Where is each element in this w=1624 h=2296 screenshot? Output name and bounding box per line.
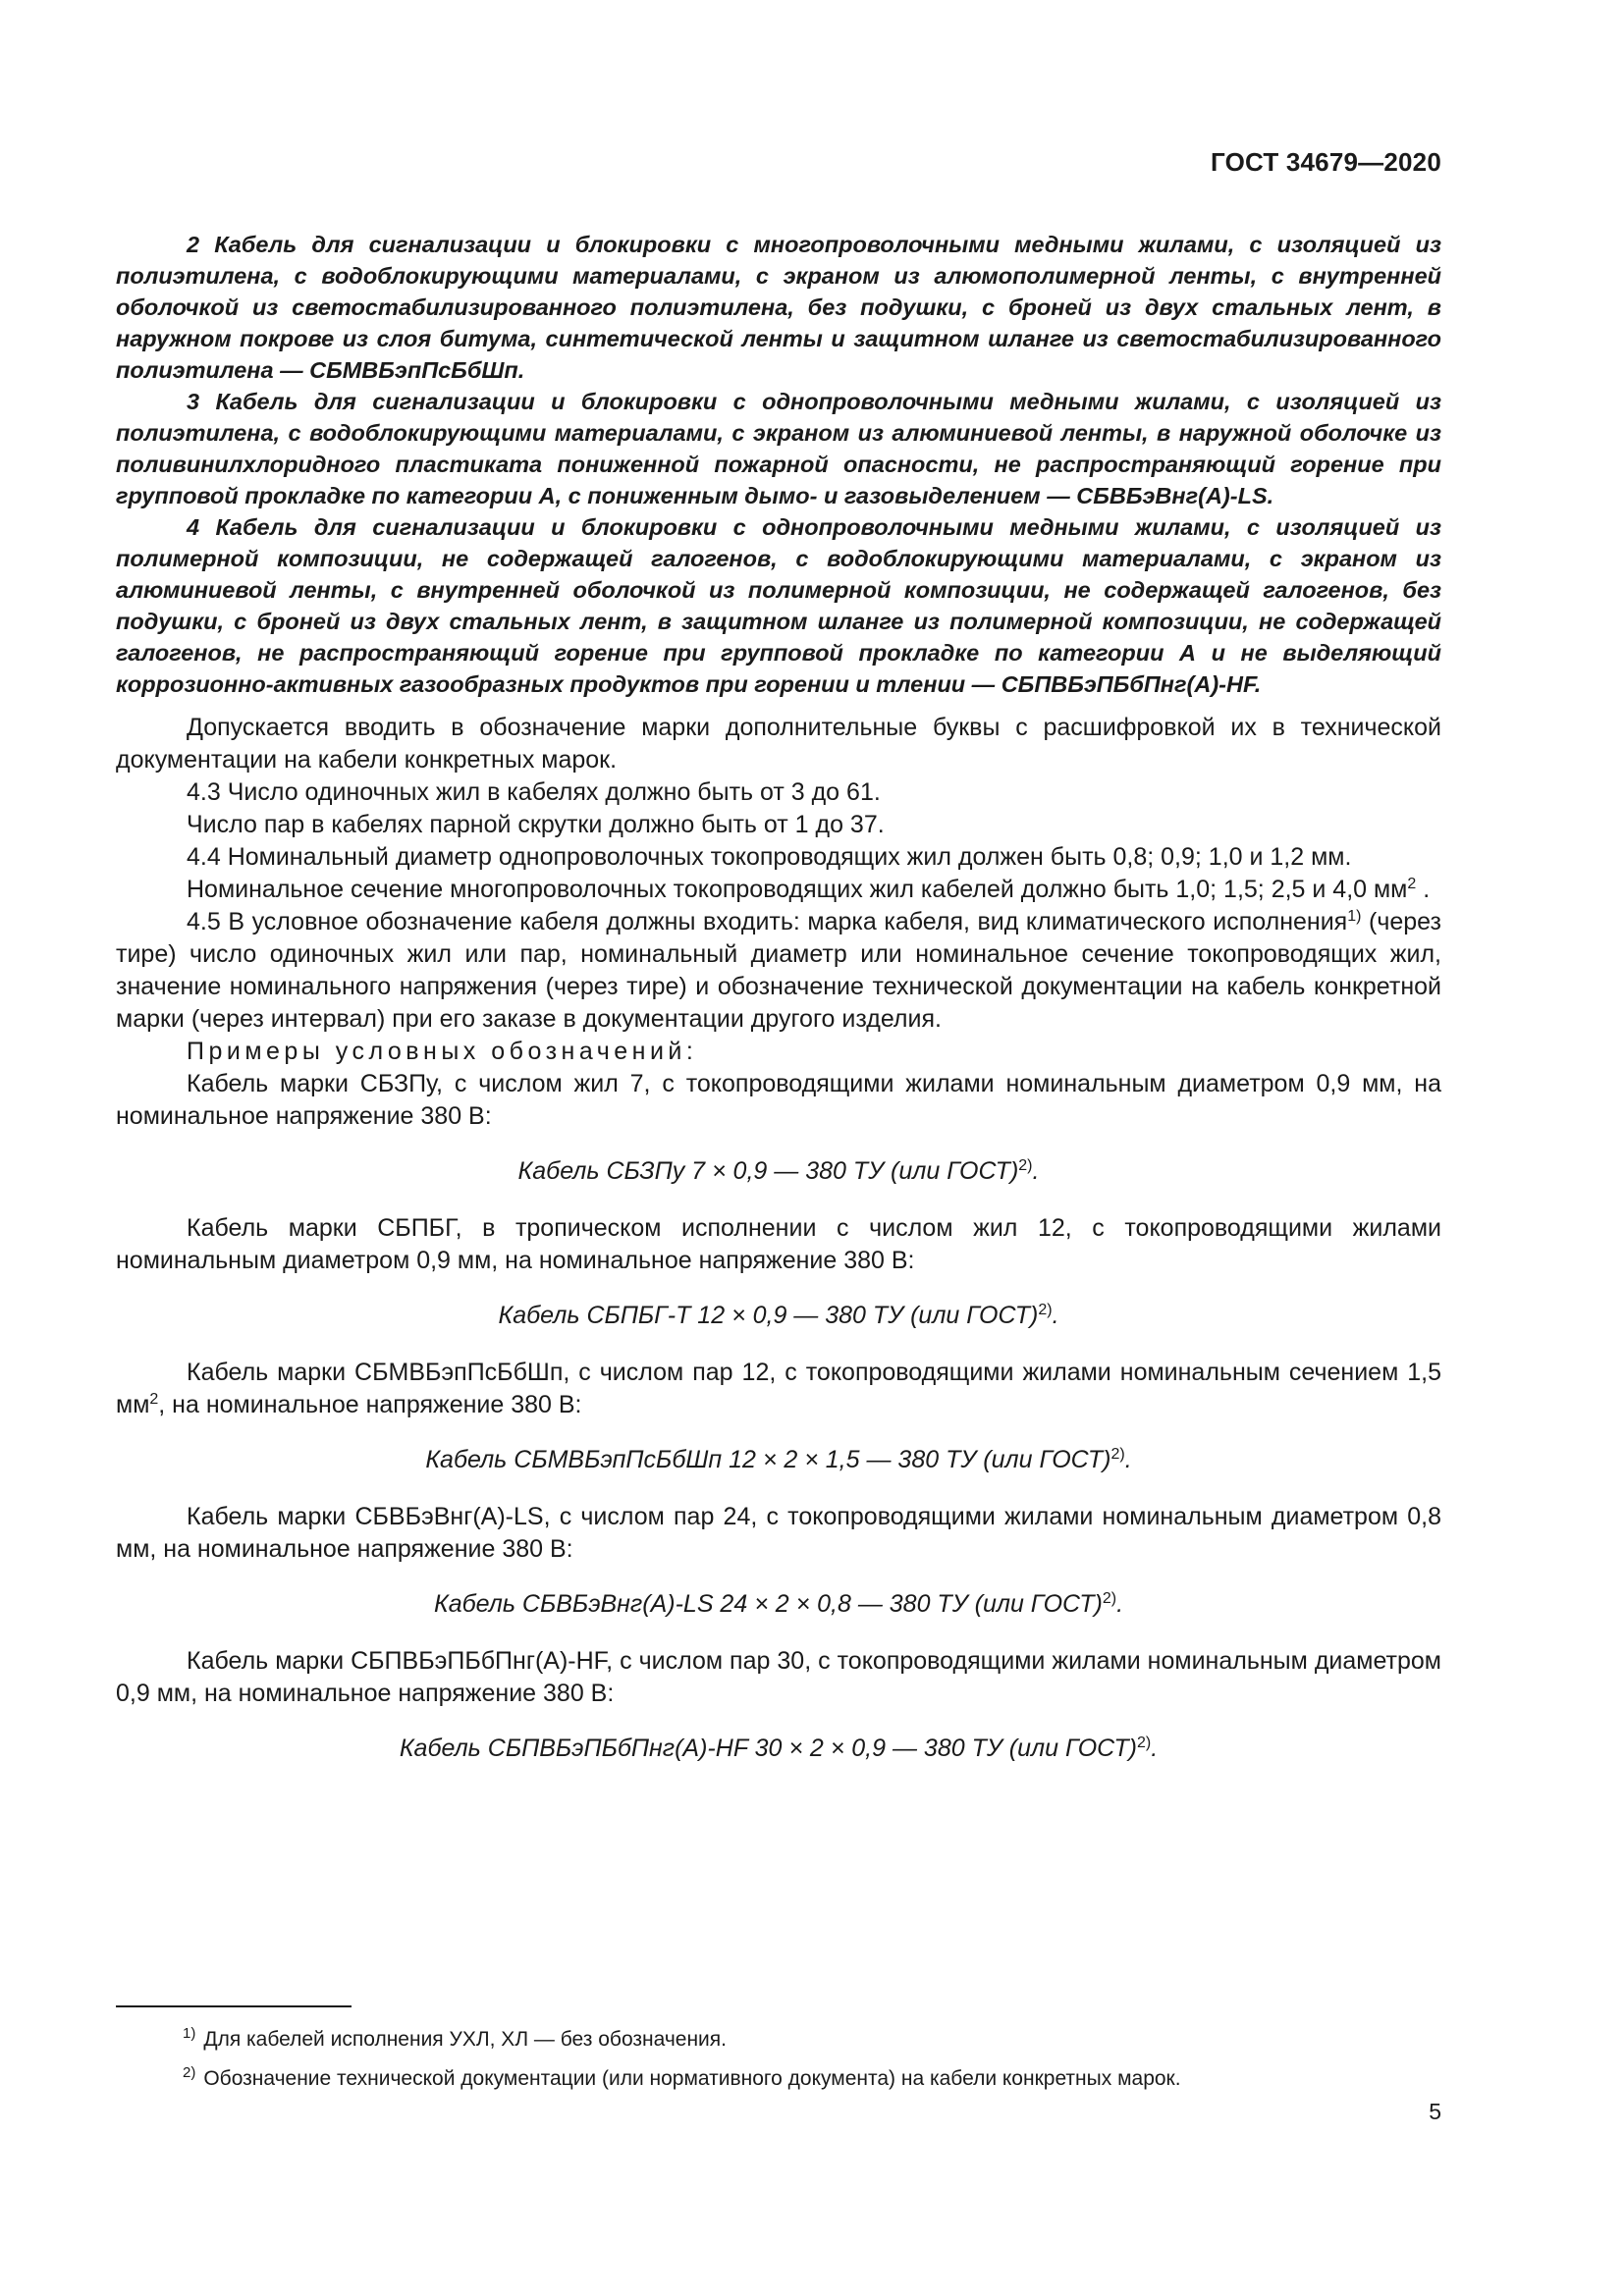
note-2: 2 Кабель для сигнализации и блокировки с многопроволочными медными жилами, с изоляцией из полиэтилена, с водоблокирующими материалами, с экраном из алюмополимерной ленты, с внутренней оболочкой из светостабилизированного полиэтилена, без подушки, с броней из двух стальных лент, в наружном покрове из слоя битума, синтетической ленты и защитном шланге из светостабилизированного полиэтилена — СБМВБэпПсБбШп. (116, 232, 1441, 383)
footnote-ref-2: 2) (1018, 1157, 1033, 1174)
example-3-formula (116, 1444, 1441, 1476)
paragraph-4-5-start: 4.5 В условное обозначение кабеля должны входить: марка кабеля, вид климатического исполнения (187, 908, 1348, 935)
footnote-mark: 2) (183, 2064, 196, 2081)
example-4-formula (116, 1588, 1441, 1621)
page-number: 5 (1429, 2099, 1441, 2124)
formula-end: . (1116, 1590, 1124, 1618)
formula-text: Кабель СБПБГ-Т 12 × 0,9 — 380 ТУ (или ГОСТ) (498, 1302, 1039, 1329)
paragraph-4-3: 4.3 Число одиночных жил в кабелях должно быть от 3 до 61. (187, 778, 881, 806)
footnotes (183, 2020, 1459, 2099)
paragraph-4-5-rest: (через тире) число одиночных жил или пар, номинальный диаметр или номинальное сечение токопроводящих жил, значение номинального напряжения (через тире) и обозначение технической документации на кабель конкретной марки (через интервал) при его заказе в документации другого изделия. (116, 908, 1442, 1033)
document-body (116, 229, 1441, 1789)
formula-text: Кабель СБЗПу 7 × 0,9 — 380 ТУ (или ГОСТ) (517, 1157, 1019, 1185)
example-5-text: Кабель марки СБПВБэПБбПнг(А)-HF, с числом пар 30, с токопроводящими жилами номинальным диаметром 0,9 мм, на номинальное напряжение 380 В: (116, 1647, 1441, 1707)
paragraph-pairs: Число пар в кабелях парной скрутки должно быть от 1 до 37. (187, 811, 885, 838)
note-4: 4 Кабель для сигнализации и блокировки с однопроволочными медными жилами, с изоляцией из полимерной композиции, не содержащей галогенов, с водоблокирующими материалами, с экраном из алюминиевой ленты, с внутренней оболочкой из полимерной композиции, не содержащей галогенов, без подушки, с броней из двух стальных лент, в защитном шланге из полимерной композиции, не содержащей галогенов, не распространяющий горение при групповой прокладке по категории А и не выделяющий коррозионно-активных газообразных продуктов при горении и тлении — СБПВБэПБбПнг(А)-HF. (116, 514, 1441, 697)
footnote-ref-2: 2) (1110, 1446, 1125, 1463)
example-3-text (116, 1357, 1441, 1421)
formula-end: . (1124, 1446, 1132, 1473)
formula-end: . (1052, 1302, 1059, 1329)
cross-section-end: . (1416, 876, 1431, 903)
formula-end: . (1032, 1157, 1040, 1185)
formula-text: Кабель СБПВБэПБбПнг(А)-HF 30 × 2 × 0,9 — 380 ТУ (или ГОСТ) (399, 1735, 1137, 1762)
example-1-text: Кабель марки СБЗПу, с числом жил 7, с токопроводящими жилами номинальным диаметром 0,9 мм, на номинальное напряжение 380 В: (116, 1070, 1441, 1130)
example-3-text-end: , на номинальное напряжение 380 В: (158, 1391, 582, 1418)
footnote-ref-1: 1) (1347, 908, 1362, 925)
superscript-2: 2 (1407, 876, 1417, 892)
example-5-formula (116, 1733, 1441, 1765)
footnote-2 (183, 2059, 1459, 2099)
example-3-text-start: Кабель марки СБМВБэпПсБбШп, с числом пар 12, с токопроводящими жилами номинальным сечением 1,5 мм (116, 1359, 1441, 1418)
cross-section-text: Номинальное сечение многопроволочных токопроводящих жил кабелей должно быть 1,0; 1,5; 2,5 и 4,0 мм (187, 876, 1408, 903)
footnote-ref-2: 2) (1136, 1735, 1152, 1751)
footnote-separator (116, 2005, 352, 2007)
footnote-1 (183, 2020, 1459, 2059)
example-2-text: Кабель марки СБПБГ, в тропическом исполнении с числом жил 12, с токопроводящими жилами номинальным диаметром 0,9 мм, на номинальное напряжение 380 В: (116, 1214, 1441, 1274)
formula-end: . (1151, 1735, 1159, 1762)
paragraph-cross-section (116, 874, 1441, 906)
superscript-2: 2 (149, 1391, 159, 1408)
footnote-text: Обозначение технической документации (или нормативного документа) на кабели конкретных марок. (203, 2067, 1181, 2090)
paragraph-4-4: 4.4 Номинальный диаметр однопроволочных токопроводящих жил должен быть 0,8; 0,9; 1,0 и 1,2 мм. (187, 843, 1352, 871)
footnote-text: Для кабелей исполнения УХЛ, ХЛ — без обозначения. (203, 2028, 727, 2051)
formula-text: Кабель СБМВБэпПсБбШп 12 × 2 × 1,5 — 380 ТУ (или ГОСТ) (425, 1446, 1111, 1473)
example-2-formula (116, 1300, 1441, 1332)
example-1-formula (116, 1155, 1441, 1188)
paragraph-4-5 (116, 906, 1441, 1036)
example-4-text: Кабель марки СБВБэВнг(А)-LS, с числом пар 24, с токопроводящими жилами номинальным диаметром 0,8 мм, на номинальное напряжение 380 В: (116, 1503, 1441, 1563)
footnote-ref-2: 2) (1102, 1590, 1117, 1607)
examples-heading: Примеры условных обозначений: (187, 1038, 698, 1065)
note-3: 3 Кабель для сигнализации и блокировки с однопроволочными медными жилами, с изоляцией из полиэтилена, с водоблокирующими материалами, с экраном из алюминиевой ленты, в наружной оболочке из поливинилхлоридного пластиката пониженной пожарной опасности, не распространяющий горение при групповой прокладке по категории А, с пониженным дымо- и газовыделением — СБВБэВнг(А)-LS. (116, 389, 1441, 508)
standard-header: ГОСТ 34679—2020 (1211, 147, 1441, 177)
paragraph-designation: Допускается вводить в обозначение марки дополнительные буквы с расшифровкой их в технической документации на кабели конкретных марок. (116, 714, 1441, 774)
footnote-ref-2: 2) (1038, 1302, 1053, 1318)
formula-text: Кабель СБВБэВнг(А)-LS 24 × 2 × 0,8 — 380 ТУ (или ГОСТ) (433, 1590, 1103, 1618)
footnote-mark: 1) (183, 2025, 196, 2042)
